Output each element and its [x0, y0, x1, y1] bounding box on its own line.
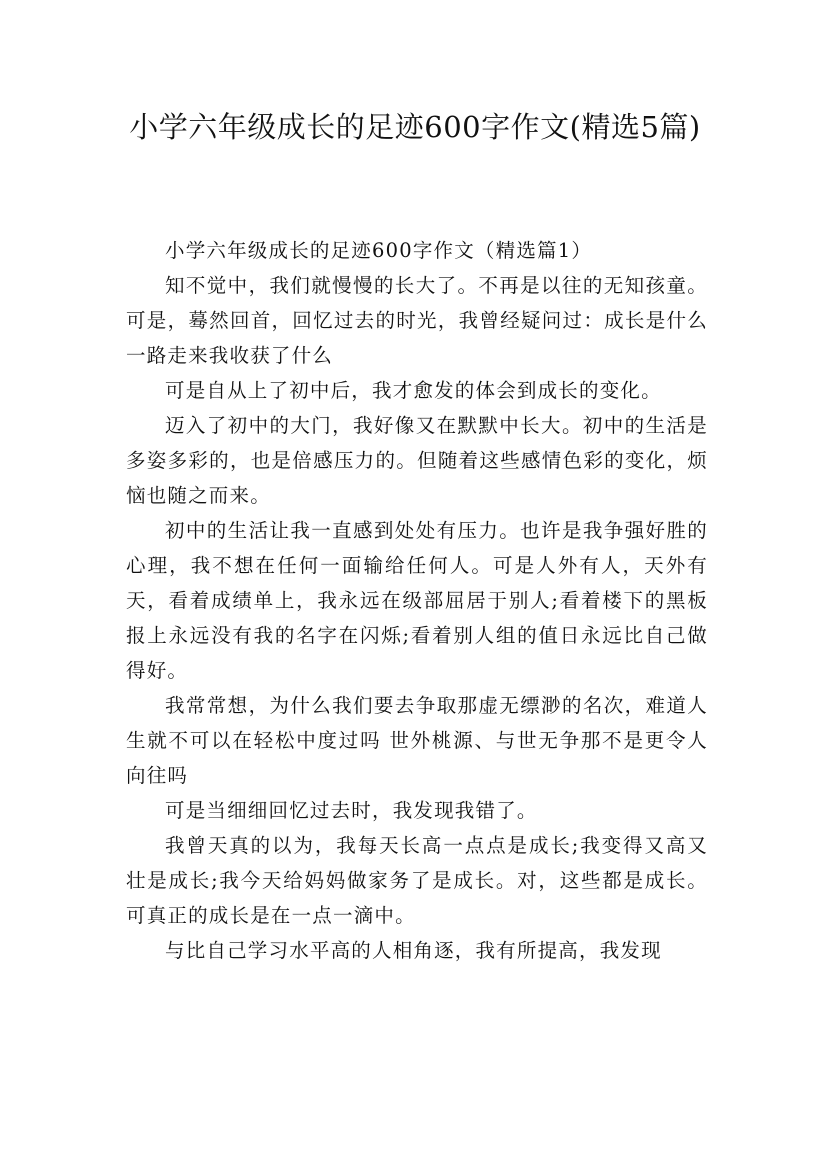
paragraph: 我常常想，为什么我们要去争取那虚无缥渺的名次，难道人生就不可以在轻松中度过吗 世外桃源、与世无争那不是更令人向往吗 [126, 694, 708, 787]
paragraph: 可是当细细回忆过去时，我发现我错了。 [165, 799, 538, 822]
paragraph: 我曾天真的以为，我每天长高一点点是成长;我变得又高又壮是成长;我今天给妈妈做家务了是成长。对，这些都是成长。可真正的成长是在一点一滴中。 [126, 834, 708, 927]
essay-subtitle: 小学六年级成长的足迹600字作文（精选篇1） [165, 239, 593, 262]
paragraph: 迈入了初中的大门，我好像又在默默中长大。初中的生活是多姿多彩的，也是倍感压力的。但随着这些感情色彩的变化，烦恼也随之而来。 [126, 414, 708, 507]
paragraph: 与比自己学习水平高的人相角逐，我有所提高，我发现 [165, 939, 662, 962]
paragraph: 可是自从上了初中后，我才愈发的体会到成长的变化。 [165, 379, 662, 402]
paragraph: 知不觉中，我们就慢慢的长大了。不再是以往的无知孩童。可是，蓦然回首，回忆过去的时光，我曾经疑问过：成长是什么 一路走来我收获了什么 [126, 274, 708, 367]
document-body [126, 233, 708, 968]
paragraph: 初中的生活让我一直感到处处有压力。也许是我争强好胜的心理，我不想在任何一面输给任何人。可是人外有人，天外有天，看着成绩单上，我永远在级部屈居于别人;看着楼下的黑板报上永远没有我的名字在闪烁;看着别人组的值日永远比自己做得好。 [126, 519, 708, 682]
document-title: 小学六年级成长的足迹600字作文(精选5篇) [129, 110, 701, 144]
